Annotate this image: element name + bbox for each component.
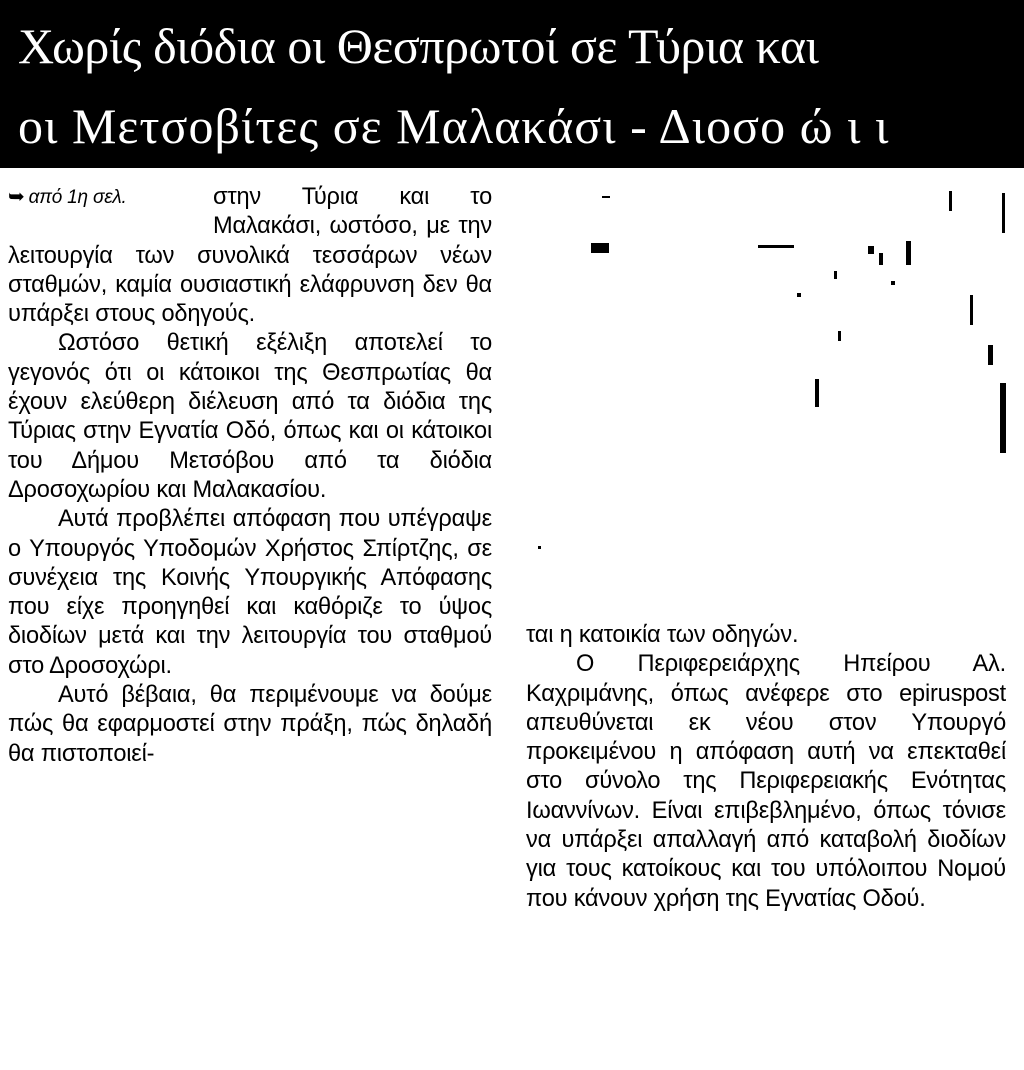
photo-speck: [591, 243, 609, 253]
photo-speck: [949, 191, 952, 211]
headline-line-1: Χωρίς διόδια οι Θεσπρωτοί σε Τύρια και: [18, 18, 819, 74]
photo-speck: [538, 546, 541, 549]
paragraph-2: Ωστόσο θετική εξέλιξη αποτελεί το γεγονός ότι οι κάτοικοι της Θεσπρωτίας θα έχουν ελεύθερη διέλευση από τα διόδια της Τύριας στην Εγνατία Οδό, όπως και οι κάτοικοι του Δήμου Μετσόβου από τα διόδια Δροσοχωρίου και Μαλακασίου.: [8, 330, 492, 503]
continued-from-reference: [8, 183, 213, 241]
photo-speck: [970, 295, 973, 325]
photo-speck: [834, 271, 837, 279]
headline-line-2: οι Μετσοβίτες σε Μαλακάσι - Διοσο ώ ι ι: [18, 98, 890, 154]
photo-speck: [602, 196, 610, 198]
paragraph-5: ται η κατοικία των οδηγών.: [526, 622, 799, 648]
article-left-column: [8, 183, 492, 769]
photo-speck: [906, 241, 911, 265]
article-right-column: [526, 621, 1006, 914]
paragraph-6: Ο Περιφερειάρχης Ηπείρου Αλ. Καχριμάνης, όπως ανέφερε στο epiruspost απευθύνεται εκ νέου στον Υπουργό προκειμένου η απόφαση αυτή να επεκταθεί στο σύνολο της Περιφερειακής Ενότητας Ιωαννίνων. Είναι επιβεβλημένο, όπως τόνισε να υπάρξει απαλλαγή από καταβολή διοδίων για τους κατοίκους και του υπόλοιπου Νομού που κάνουν χρήση της Εγνατίας Οδού.: [526, 651, 1006, 912]
photo-speck: [758, 245, 794, 248]
paragraph-4: Αυτό βέβαια, θα περιμένουμε να δούμε πώς θα εφαρμοστεί στην πράξη, πώς δηλαδή θα πιστοποιεί-: [8, 682, 492, 767]
photo-speck: [838, 331, 841, 341]
photo-speck: [988, 345, 993, 365]
photo-speck: [1002, 193, 1005, 233]
faded-photo-area: [526, 183, 1020, 613]
photo-speck: [815, 379, 819, 407]
photo-speck: [797, 293, 801, 297]
photo-speck: [879, 253, 883, 265]
paragraph-3: Αυτά προβλέπει απόφαση που υπέγραψε ο Υπουργός Υποδομών Χρήστος Σπίρτζης, σε συνέχεια της Κοινής Υπουργικής Απόφασης που είχε προηγηθεί και καθόριζε το ύψος διοδίων μετά και την λειτουργία του σταθμού στο Δροσοχώρι.: [8, 506, 492, 679]
photo-speck: [1000, 383, 1006, 453]
paragraph-1: στην Τύρια και το Μαλακάσι, ωστόσο, με την λειτουργία των συνολικά τεσσάρων νέων σταθμών, καμία ουσιαστική ελάφρυνση δεν θα υπάρξει στους οδηγούς.: [8, 184, 492, 328]
photo-speck: [868, 246, 874, 254]
photo-speck: [891, 281, 895, 285]
continuation-label: από 1η σελ.: [28, 187, 127, 208]
headline-banner: [0, 0, 1024, 168]
continuation-arrow-icon: ➥: [8, 186, 25, 208]
